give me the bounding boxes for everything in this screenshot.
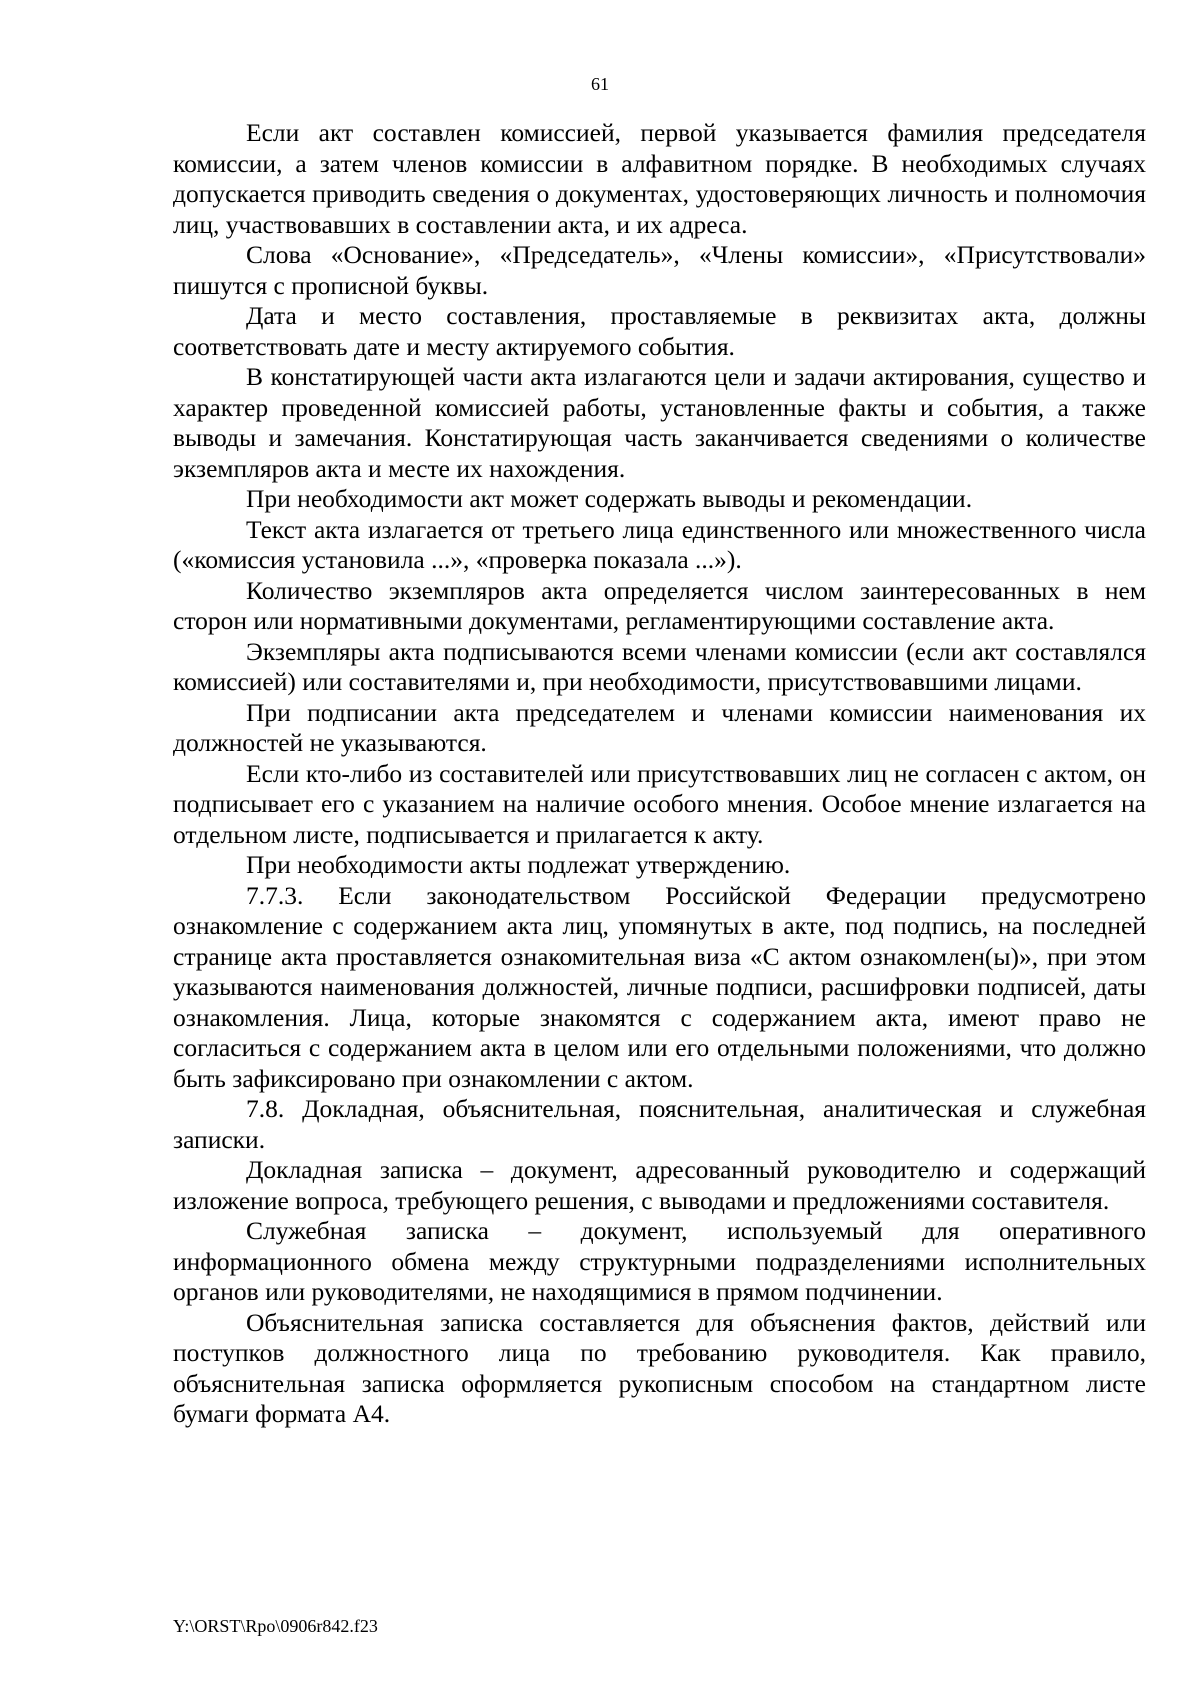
- paragraph: Слова «Основание», «Председатель», «Члены комиссии», «Присутствовали» пишутся с прописной буквы.: [173, 240, 1146, 300]
- paragraph: 7.7.3. Если законодательством Российской Федерации предусмотрено ознакомление с содержанием акта лиц, упомянутых в акте, под подпись, на последней странице акта проставляется ознакомительная виза «С актом ознакомлен(ы)», при этом указываются наименования должностей, личные подписи, расшифровки подписей, даты ознакомления. Лица, которые знакомятся с содержанием акта, имеют право не согласиться с содержанием акта в целом или его отдельными положениями, что должно быть зафиксировано при ознакомлении с актом.: [173, 880, 1146, 1093]
- paragraph: Если кто-либо из составителей или присутствовавших лиц не согласен с актом, он подписывает его с указанием на наличие особого мнения. Особое мнение излагается на отдельном листе, подписывается и прилагается к акту.: [173, 758, 1146, 849]
- paragraph: 7.8. Докладная, объяснительная, пояснительная, аналитическая и служебная записки.: [173, 1094, 1146, 1154]
- paragraph: Экземпляры акта подписываются всеми членами комиссии (если акт составлялся комиссией) или составителями и, при необходимости, присутствовавшими лицами.: [173, 636, 1146, 696]
- paragraph: При необходимости акты подлежат утверждению.: [246, 850, 791, 879]
- paragraph: Количество экземпляров акта определяется числом заинтересованных в нем сторон или нормативными документами, регламентирующими составление акта.: [173, 575, 1146, 635]
- paragraph: Дата и место составления, проставляемые в реквизитах акта, должны соответствовать дате и месту актируемого события.: [173, 301, 1146, 361]
- paragraph: Если акт составлен комиссией, первой указывается фамилия председателя комиссии, а затем членов комиссии в алфавитном порядке. В необходимых случаях допускается приводить сведения о документах, удостоверяющих личность и полномочия лиц, участвовавших в составлении акта, и их адреса.: [173, 118, 1146, 239]
- paragraph: Объяснительная записка составляется для объяснения фактов, действий или поступков должностного лица по требованию руководителя. Как правило, объяснительная записка оформляется рукописным способом на стандартном листе бумаги формата А4.: [173, 1307, 1146, 1428]
- paragraph: Служебная записка – документ, используемый для оперативного информационного обмена между структурными подразделениями исполнительных органов или руководителями, не находящимися в прямом подчинении.: [173, 1216, 1146, 1306]
- page-number: 61: [591, 74, 609, 94]
- paragraph: При необходимости акт может содержать выводы и рекомендации.: [246, 484, 973, 513]
- paragraph: Текст акта излагается от третьего лица единственного или множественного числа («комиссия установила ...», «проверка показала ...»).: [173, 514, 1146, 574]
- paragraph: При подписании акта председателем и членами комиссии наименования их должностей не указываются.: [173, 697, 1146, 757]
- footer-file-path: Y:\ORST\Rpo\0906r842.f23: [173, 1616, 378, 1636]
- body-text: [173, 118, 1146, 1430]
- paragraph: Докладная записка – документ, адресованный руководителю и содержащий изложение вопроса, требующего решения, с выводами и предложениями составителя.: [173, 1155, 1146, 1215]
- paragraph: В констатирующей части акта излагаются цели и задачи актирования, существо и характер проведенной комиссией работы, установленные факты и события, а также выводы и замечания. Констатирующая часть заканчивается сведениями о количестве экземпляров акта и месте их нахождения.: [173, 362, 1146, 483]
